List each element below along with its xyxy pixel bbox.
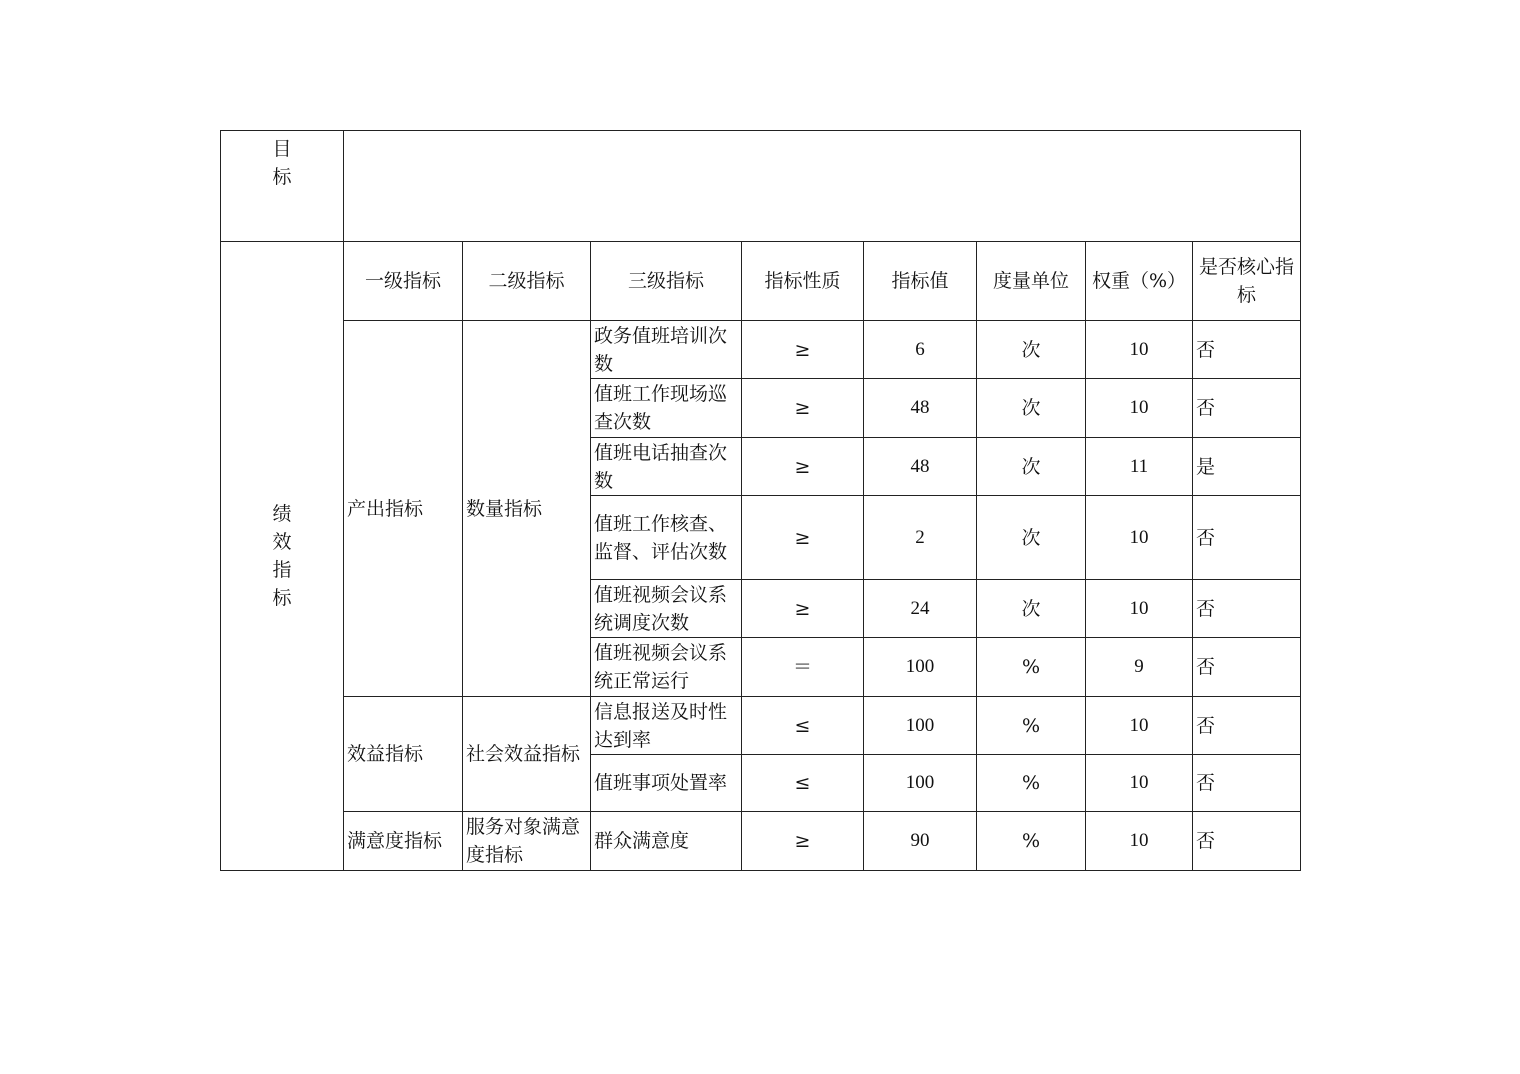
weight-cell: 10	[1086, 496, 1193, 580]
weight-cell: 10	[1086, 580, 1193, 638]
header-level2: 二级指标	[463, 242, 591, 321]
weight-cell: 9	[1086, 638, 1193, 697]
value-cell: 48	[864, 438, 977, 496]
core-cell: 否	[1193, 812, 1301, 871]
weight-cell: 10	[1086, 755, 1193, 812]
header-nature: 指标性质	[742, 242, 864, 321]
goal-label: 目 标	[221, 131, 344, 242]
level3-cell: 值班工作现场巡查次数	[591, 379, 742, 438]
level3-cell: 值班视频会议系统正常运行	[591, 638, 742, 697]
nature-cell: ≤	[742, 755, 864, 812]
level3-cell: 信息报送及时性达到率	[591, 697, 742, 755]
level3-cell: 值班视频会议系统调度次数	[591, 580, 742, 638]
value-cell: 6	[864, 321, 977, 379]
core-cell: 否	[1193, 321, 1301, 379]
core-cell: 否	[1193, 697, 1301, 755]
header-value: 指标值	[864, 242, 977, 321]
core-cell: 否	[1193, 638, 1301, 697]
unit-cell: 次	[977, 496, 1086, 580]
header-core: 是否核心指标	[1193, 242, 1301, 321]
core-cell: 是	[1193, 438, 1301, 496]
level1-cell-output: 产出指标	[344, 321, 463, 697]
unit-cell: 次	[977, 438, 1086, 496]
level2-cell-service-satisfaction: 服务对象满意度指标	[463, 812, 591, 871]
value-cell: 24	[864, 580, 977, 638]
unit-cell: %	[977, 697, 1086, 755]
value-cell: 48	[864, 379, 977, 438]
nature-cell: ≤	[742, 697, 864, 755]
performance-goal-table	[220, 130, 1301, 871]
table-row	[221, 321, 1301, 379]
unit-cell: %	[977, 812, 1086, 871]
value-cell: 90	[864, 812, 977, 871]
level3-cell: 群众满意度	[591, 812, 742, 871]
value-cell: 100	[864, 755, 977, 812]
core-cell: 否	[1193, 496, 1301, 580]
nature-cell: ＝	[742, 638, 864, 697]
value-cell: 100	[864, 638, 977, 697]
nature-cell: ≥	[742, 438, 864, 496]
header-level1: 一级指标	[344, 242, 463, 321]
level3-cell: 值班工作核查、监督、评估次数	[591, 496, 742, 580]
value-cell: 2	[864, 496, 977, 580]
header-weight: 权重（%）	[1086, 242, 1193, 321]
header-unit: 度量单位	[977, 242, 1086, 321]
goal-content	[344, 131, 1301, 242]
level1-cell-benefit: 效益指标	[344, 697, 463, 812]
level2-cell-social-benefit: 社会效益指标	[463, 697, 591, 812]
weight-cell: 10	[1086, 321, 1193, 379]
level3-cell: 值班电话抽查次数	[591, 438, 742, 496]
core-cell: 否	[1193, 755, 1301, 812]
weight-cell: 10	[1086, 697, 1193, 755]
table-row	[221, 812, 1301, 871]
level3-cell: 政务值班培训次数	[591, 321, 742, 379]
weight-cell: 10	[1086, 379, 1193, 438]
unit-cell: 次	[977, 379, 1086, 438]
nature-cell: ≥	[742, 496, 864, 580]
nature-cell: ≥	[742, 321, 864, 379]
weight-cell: 11	[1086, 438, 1193, 496]
level2-cell-quantity: 数量指标	[463, 321, 591, 697]
weight-cell: 10	[1086, 812, 1193, 871]
performance-indicator-label: 绩 效 指 标	[221, 242, 344, 871]
header-row	[221, 242, 1301, 321]
header-level3: 三级指标	[591, 242, 742, 321]
unit-cell: 次	[977, 321, 1086, 379]
level1-cell-satisfaction: 满意度指标	[344, 812, 463, 871]
table-row	[221, 697, 1301, 755]
core-cell: 否	[1193, 379, 1301, 438]
level3-cell: 值班事项处置率	[591, 755, 742, 812]
nature-cell: ≥	[742, 379, 864, 438]
value-cell: 100	[864, 697, 977, 755]
nature-cell: ≥	[742, 812, 864, 871]
unit-cell: %	[977, 755, 1086, 812]
goal-row	[221, 131, 1301, 242]
core-cell: 否	[1193, 580, 1301, 638]
unit-cell: 次	[977, 580, 1086, 638]
unit-cell: %	[977, 638, 1086, 697]
nature-cell: ≥	[742, 580, 864, 638]
